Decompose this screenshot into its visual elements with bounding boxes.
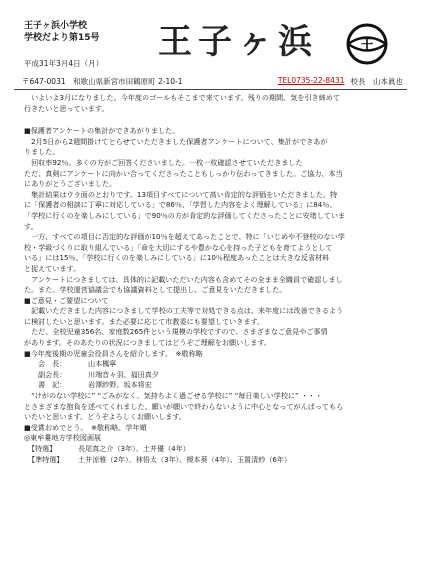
award-winners: 土井涼雅（2年）、林悟太（3年）、榎本葵（4年）、玉置清紗（6年） (78, 454, 292, 464)
survey-line: と捉えています。 (24, 263, 81, 273)
survey-line: 「学校に行くのを楽しみにしている」で90％の方が肯定的な評価してくださったことに安堵していま (24, 210, 346, 220)
issue-date: 平成31年3月4日（月） (24, 59, 104, 68)
newsletter-body (14, 90, 407, 465)
survey-line: 回収率92％。多くの方がご回答くださいました。一枚一枚確認させていただきました (24, 157, 303, 167)
school-info (24, 20, 100, 44)
survey-heading: ■保護者アンケートの集計ができあがりました。 (24, 126, 180, 136)
survey-line: ただ、真剣にアンケートに向かい合ってくださったこともしっかり伝わってきました。ご協力、本当 (24, 168, 343, 178)
opinion-heading: ■ご意見・ご要望について (24, 295, 109, 305)
council-member: 川端音々羽、福田真夕 (88, 369, 159, 379)
award-grade: 【準特選】 (28, 454, 64, 464)
opinion-line: 記載いただきました内容につきまして学校の工夫等で対処できる点は、来年度には改善できるよう (24, 306, 344, 316)
newsletter-title: 王子ヶ浜 (158, 22, 318, 62)
school-emblem-icon (345, 22, 389, 66)
opinion-line: ただ、全校児童356名、家庭数265件という規模の学校ですので、さまざまなご意見やご事情 (24, 327, 328, 337)
intro-line: いよいよ3月になりました。今年度のゴールもそこまで来ています。残りの期間、気を引き締めて (31, 93, 340, 102)
council-member-row (24, 380, 401, 391)
council-role: 会 長： (38, 359, 67, 369)
awards-subtitle: ◎東牟婁地方学校図画展 (24, 433, 102, 443)
survey-line: た。また、学校運営協議会でも協議資料として提出し、ご意見をいただきました。 (24, 285, 287, 295)
council-member: 山本楓寧 (88, 359, 117, 369)
council-line: いたいと思います。どうぞよろしくお願いします。 (24, 412, 187, 422)
council-line: “けがのない学校に” “ごみがなく、気持ちよく過ごせる学校に” “毎日楽しい学校に” ・・・ (24, 391, 323, 401)
emblem-character: 王 (359, 35, 375, 54)
school-name: 王子ヶ浜小学校 (24, 21, 88, 31)
award-row (24, 455, 401, 466)
address-bar (14, 74, 407, 90)
council-member-row (24, 370, 401, 381)
phone-number: TEL0735-22-8431 (277, 76, 345, 85)
opinion-line: に検討したいと思います。また必要に応じて市教委にも要望していきます。 (24, 316, 265, 326)
opinion-line: があります。そのあたりの状況につきましてはどうぞご理解をお願いします。 (24, 338, 272, 348)
survey-line: にありがとうございました。 (24, 179, 117, 189)
survey-line: す。 (24, 221, 38, 231)
council-role: 副会長： (38, 369, 67, 379)
awards-heading: ■受賞おめでとう。 ※敬称略、学年順 (24, 422, 147, 432)
newsletter-number: 学校だより第15号 (24, 33, 100, 43)
school-address: 〒647-0031 和歌山県新宮市田鶴原町 2-10-1 (22, 77, 183, 86)
council-member-row (24, 359, 401, 370)
survey-line: 集計結果はウラ面のとおりです。13項目すべてについて高い肯定的な評価をいただきました。特 (24, 189, 338, 199)
principal-name: 校長 山本眞也 (350, 77, 403, 86)
intro-line: 行きたいと思っています。 (24, 103, 109, 113)
newsletter-header (14, 8, 407, 72)
survey-line: 校・学級づくりに取り組んでいる」「命を大切にするや豊かな心を持った子どもを育てようとして (24, 242, 333, 252)
survey-line: 2月5日から2週間掛けてとらせていただきました保護者アンケートについて、集計ができあが (24, 136, 328, 146)
survey-line: 一方、すべての項目に否定的な評価が10％を超えてあったことで、特に「いじめや不登校のない学 (24, 232, 345, 242)
award-grade: 【特選】 (28, 444, 57, 453)
council-line: とさまざまな抱負を述べてくれました。願いが願いで終わらないように中心となってがんばってもら (24, 401, 344, 411)
council-member: 岩澤紗野、坂本将宏 (88, 380, 152, 390)
survey-line: りました。 (24, 147, 60, 157)
survey-line: に「保護者の相談に丁寧に対応している」で86％、「学習した内容をよく理解している」に84％、 (24, 200, 337, 210)
survey-line: いる」には15％、「学校に行くのを楽しみにしている」に10％程度あったことは大きな反省材料 (24, 253, 330, 263)
council-heading: ■今年度後期の児童会役員さんを紹介します。 ※敬称略 (24, 348, 203, 358)
award-winners: 長尾真之介（3年）、土井優（4年） (78, 444, 190, 453)
survey-line: アンケートにつきましては、具体的に記載いただいた内容も含めてその全まま全職員で確認しまし (24, 274, 343, 284)
council-role: 書 記： (38, 380, 67, 390)
award-row (24, 444, 401, 455)
